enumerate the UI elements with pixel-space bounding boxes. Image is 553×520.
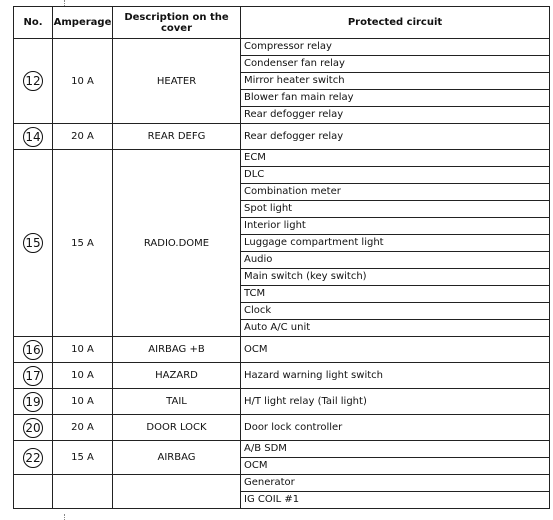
- circled-fuse-number: 20: [23, 418, 43, 438]
- description-cell: [113, 475, 241, 509]
- table-row: [14, 441, 550, 458]
- protected-circuit-cell: Combination meter: [241, 184, 550, 201]
- fuse-number-cell: [14, 363, 53, 389]
- protected-circuit-cell: Auto A/C unit: [241, 320, 550, 337]
- protected-circuit-cell: OCM: [241, 458, 550, 475]
- amperage-cell: 10 A: [53, 363, 113, 389]
- circled-fuse-number: 17: [23, 366, 43, 386]
- protected-circuit-cell: A/B SDM: [241, 441, 550, 458]
- header-amperage: Amperage: [53, 7, 113, 39]
- amperage-cell: 15 A: [53, 150, 113, 337]
- table-row: [14, 389, 550, 415]
- fuse-number-cell: [14, 337, 53, 363]
- fuse-number-cell: [14, 150, 53, 337]
- amperage-cell: 20 A: [53, 415, 113, 441]
- description-cell: TAIL: [113, 389, 241, 415]
- fuse-number-cell: [14, 389, 53, 415]
- circled-fuse-number: 15: [23, 233, 43, 253]
- description-cell: DOOR LOCK: [113, 415, 241, 441]
- description-cell: REAR DEFG: [113, 124, 241, 150]
- protected-circuit-cell: Door lock controller: [241, 415, 550, 441]
- protected-circuit-cell: IG COIL #1: [241, 492, 550, 509]
- circled-fuse-number: 14: [23, 127, 43, 147]
- protected-circuit-cell: Audio: [241, 252, 550, 269]
- fuse-number-cell: [14, 39, 53, 124]
- fuse-table: [13, 6, 550, 509]
- description-cell: AIRBAG: [113, 441, 241, 475]
- amperage-cell: 10 A: [53, 337, 113, 363]
- protected-circuit-cell: Condenser fan relay: [241, 56, 550, 73]
- protected-circuit-cell: TCM: [241, 286, 550, 303]
- protected-circuit-cell: Clock: [241, 303, 550, 320]
- fuse-number-cell: [14, 415, 53, 441]
- circled-fuse-number: 16: [23, 340, 43, 360]
- fuse-table-body: [14, 39, 550, 509]
- protected-circuit-cell: Mirror heater switch: [241, 73, 550, 90]
- description-cell: AIRBAG +B: [113, 337, 241, 363]
- circled-fuse-number: 12: [23, 71, 43, 91]
- circled-fuse-number: 22: [23, 448, 43, 468]
- amperage-cell: 10 A: [53, 389, 113, 415]
- protected-circuit-cell: Compressor relay: [241, 39, 550, 56]
- edge-mark: [64, 514, 66, 520]
- table-row: [14, 150, 550, 167]
- protected-circuit-cell: Hazard warning light switch: [241, 363, 550, 389]
- protected-circuit-cell: Spot light: [241, 201, 550, 218]
- description-cell: HEATER: [113, 39, 241, 124]
- table-row: [14, 124, 550, 150]
- header-row: [14, 7, 550, 39]
- table-row: [14, 39, 550, 56]
- table-row: [14, 475, 550, 492]
- description-cell: HAZARD: [113, 363, 241, 389]
- table-row: [14, 415, 550, 441]
- amperage-cell: [53, 475, 113, 509]
- fuse-number-cell: [14, 475, 53, 509]
- description-cell: RADIO.DOME: [113, 150, 241, 337]
- table-row: [14, 337, 550, 363]
- protected-circuit-cell: OCM: [241, 337, 550, 363]
- protected-circuit-cell: Main switch (key switch): [241, 269, 550, 286]
- fuse-number-cell: [14, 124, 53, 150]
- protected-circuit-cell: Luggage compartment light: [241, 235, 550, 252]
- protected-circuit-cell: Rear defogger relay: [241, 124, 550, 150]
- header-description: Description on the cover: [113, 7, 241, 39]
- protected-circuit-cell: ECM: [241, 150, 550, 167]
- protected-circuit-cell: Rear defogger relay: [241, 107, 550, 124]
- protected-circuit-cell: Generator: [241, 475, 550, 492]
- protected-circuit-cell: Blower fan main relay: [241, 90, 550, 107]
- fuse-table-container: [13, 6, 549, 509]
- amperage-cell: 15 A: [53, 441, 113, 475]
- fuse-number-cell: [14, 441, 53, 475]
- table-row: [14, 363, 550, 389]
- header-protected-circuit: Protected circuit: [241, 7, 550, 39]
- protected-circuit-cell: H/T light relay (Tail light): [241, 389, 550, 415]
- circled-fuse-number: 19: [23, 392, 43, 412]
- protected-circuit-cell: DLC: [241, 167, 550, 184]
- header-no: No.: [14, 7, 53, 39]
- amperage-cell: 20 A: [53, 124, 113, 150]
- protected-circuit-cell: Interior light: [241, 218, 550, 235]
- amperage-cell: 10 A: [53, 39, 113, 124]
